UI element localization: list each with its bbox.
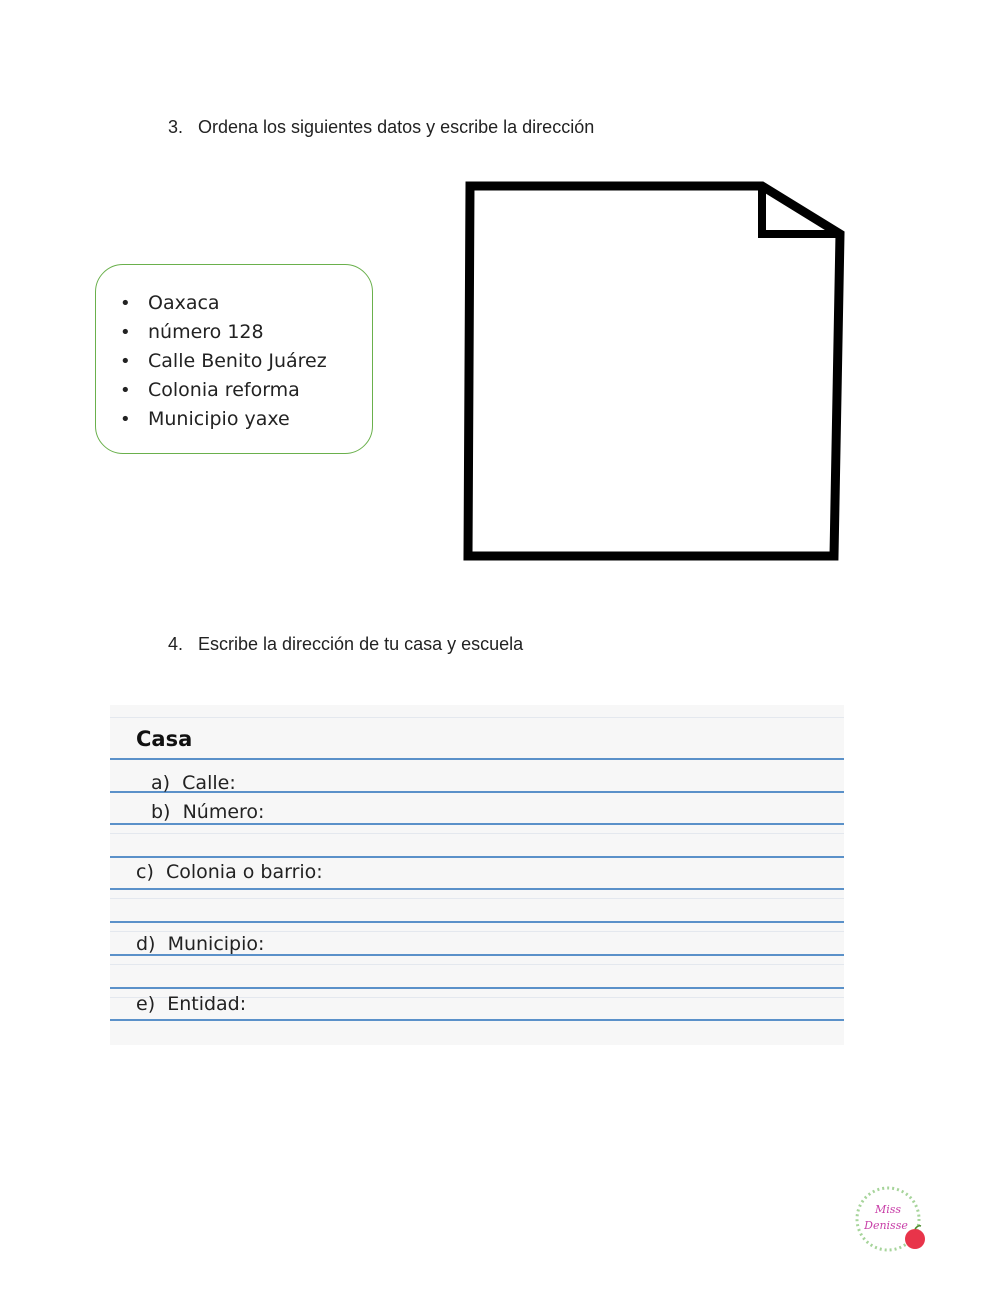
address-data-list xyxy=(148,289,327,434)
home-address-form xyxy=(110,705,844,1045)
field-state-letter: e) xyxy=(136,993,156,1015)
field-municipality[interactable] xyxy=(136,933,264,955)
field-state[interactable] xyxy=(136,993,246,1015)
field-colony-letter: c) xyxy=(136,861,154,883)
field-street[interactable] xyxy=(151,772,236,794)
question-4-number: 4. xyxy=(168,634,184,654)
question-3-text: Ordena los siguientes datos y escribe la dirección xyxy=(198,117,595,137)
miss-denisse-logo xyxy=(852,1183,932,1255)
field-number-letter: b) xyxy=(151,801,171,823)
data-item-colony: • Colonia reforma xyxy=(148,376,327,405)
field-state-label: Entidad: xyxy=(167,993,247,1015)
question-4 xyxy=(168,634,523,655)
data-item-municipality: • Municipio yaxe xyxy=(148,405,327,434)
field-municipality-letter: d) xyxy=(136,933,156,955)
field-street-label: Calle: xyxy=(182,772,236,794)
data-item-number: • número 128 xyxy=(148,318,327,347)
logo-line-2: Denisse xyxy=(864,1219,908,1232)
field-municipality-label: Municipio: xyxy=(167,933,265,955)
field-colony-label: Colonia o barrio: xyxy=(165,861,323,883)
field-number[interactable] xyxy=(151,801,264,823)
field-number-label: Número: xyxy=(182,801,265,823)
address-data-box xyxy=(95,264,373,454)
form-title: Casa xyxy=(136,727,193,751)
question-3 xyxy=(168,117,594,138)
data-item-state: • Oaxaca xyxy=(148,289,327,318)
data-item-street: • Calle Benito Juárez xyxy=(148,347,327,376)
question-4-text: Escribe la dirección de tu casa y escuela xyxy=(198,634,524,654)
question-3-number: 3. xyxy=(168,117,184,137)
logo-line-1: Miss xyxy=(874,1203,902,1216)
field-colony[interactable] xyxy=(136,861,323,883)
field-street-letter: a) xyxy=(151,772,171,794)
apple-icon xyxy=(905,1226,925,1249)
blank-note-icon[interactable] xyxy=(460,178,850,568)
